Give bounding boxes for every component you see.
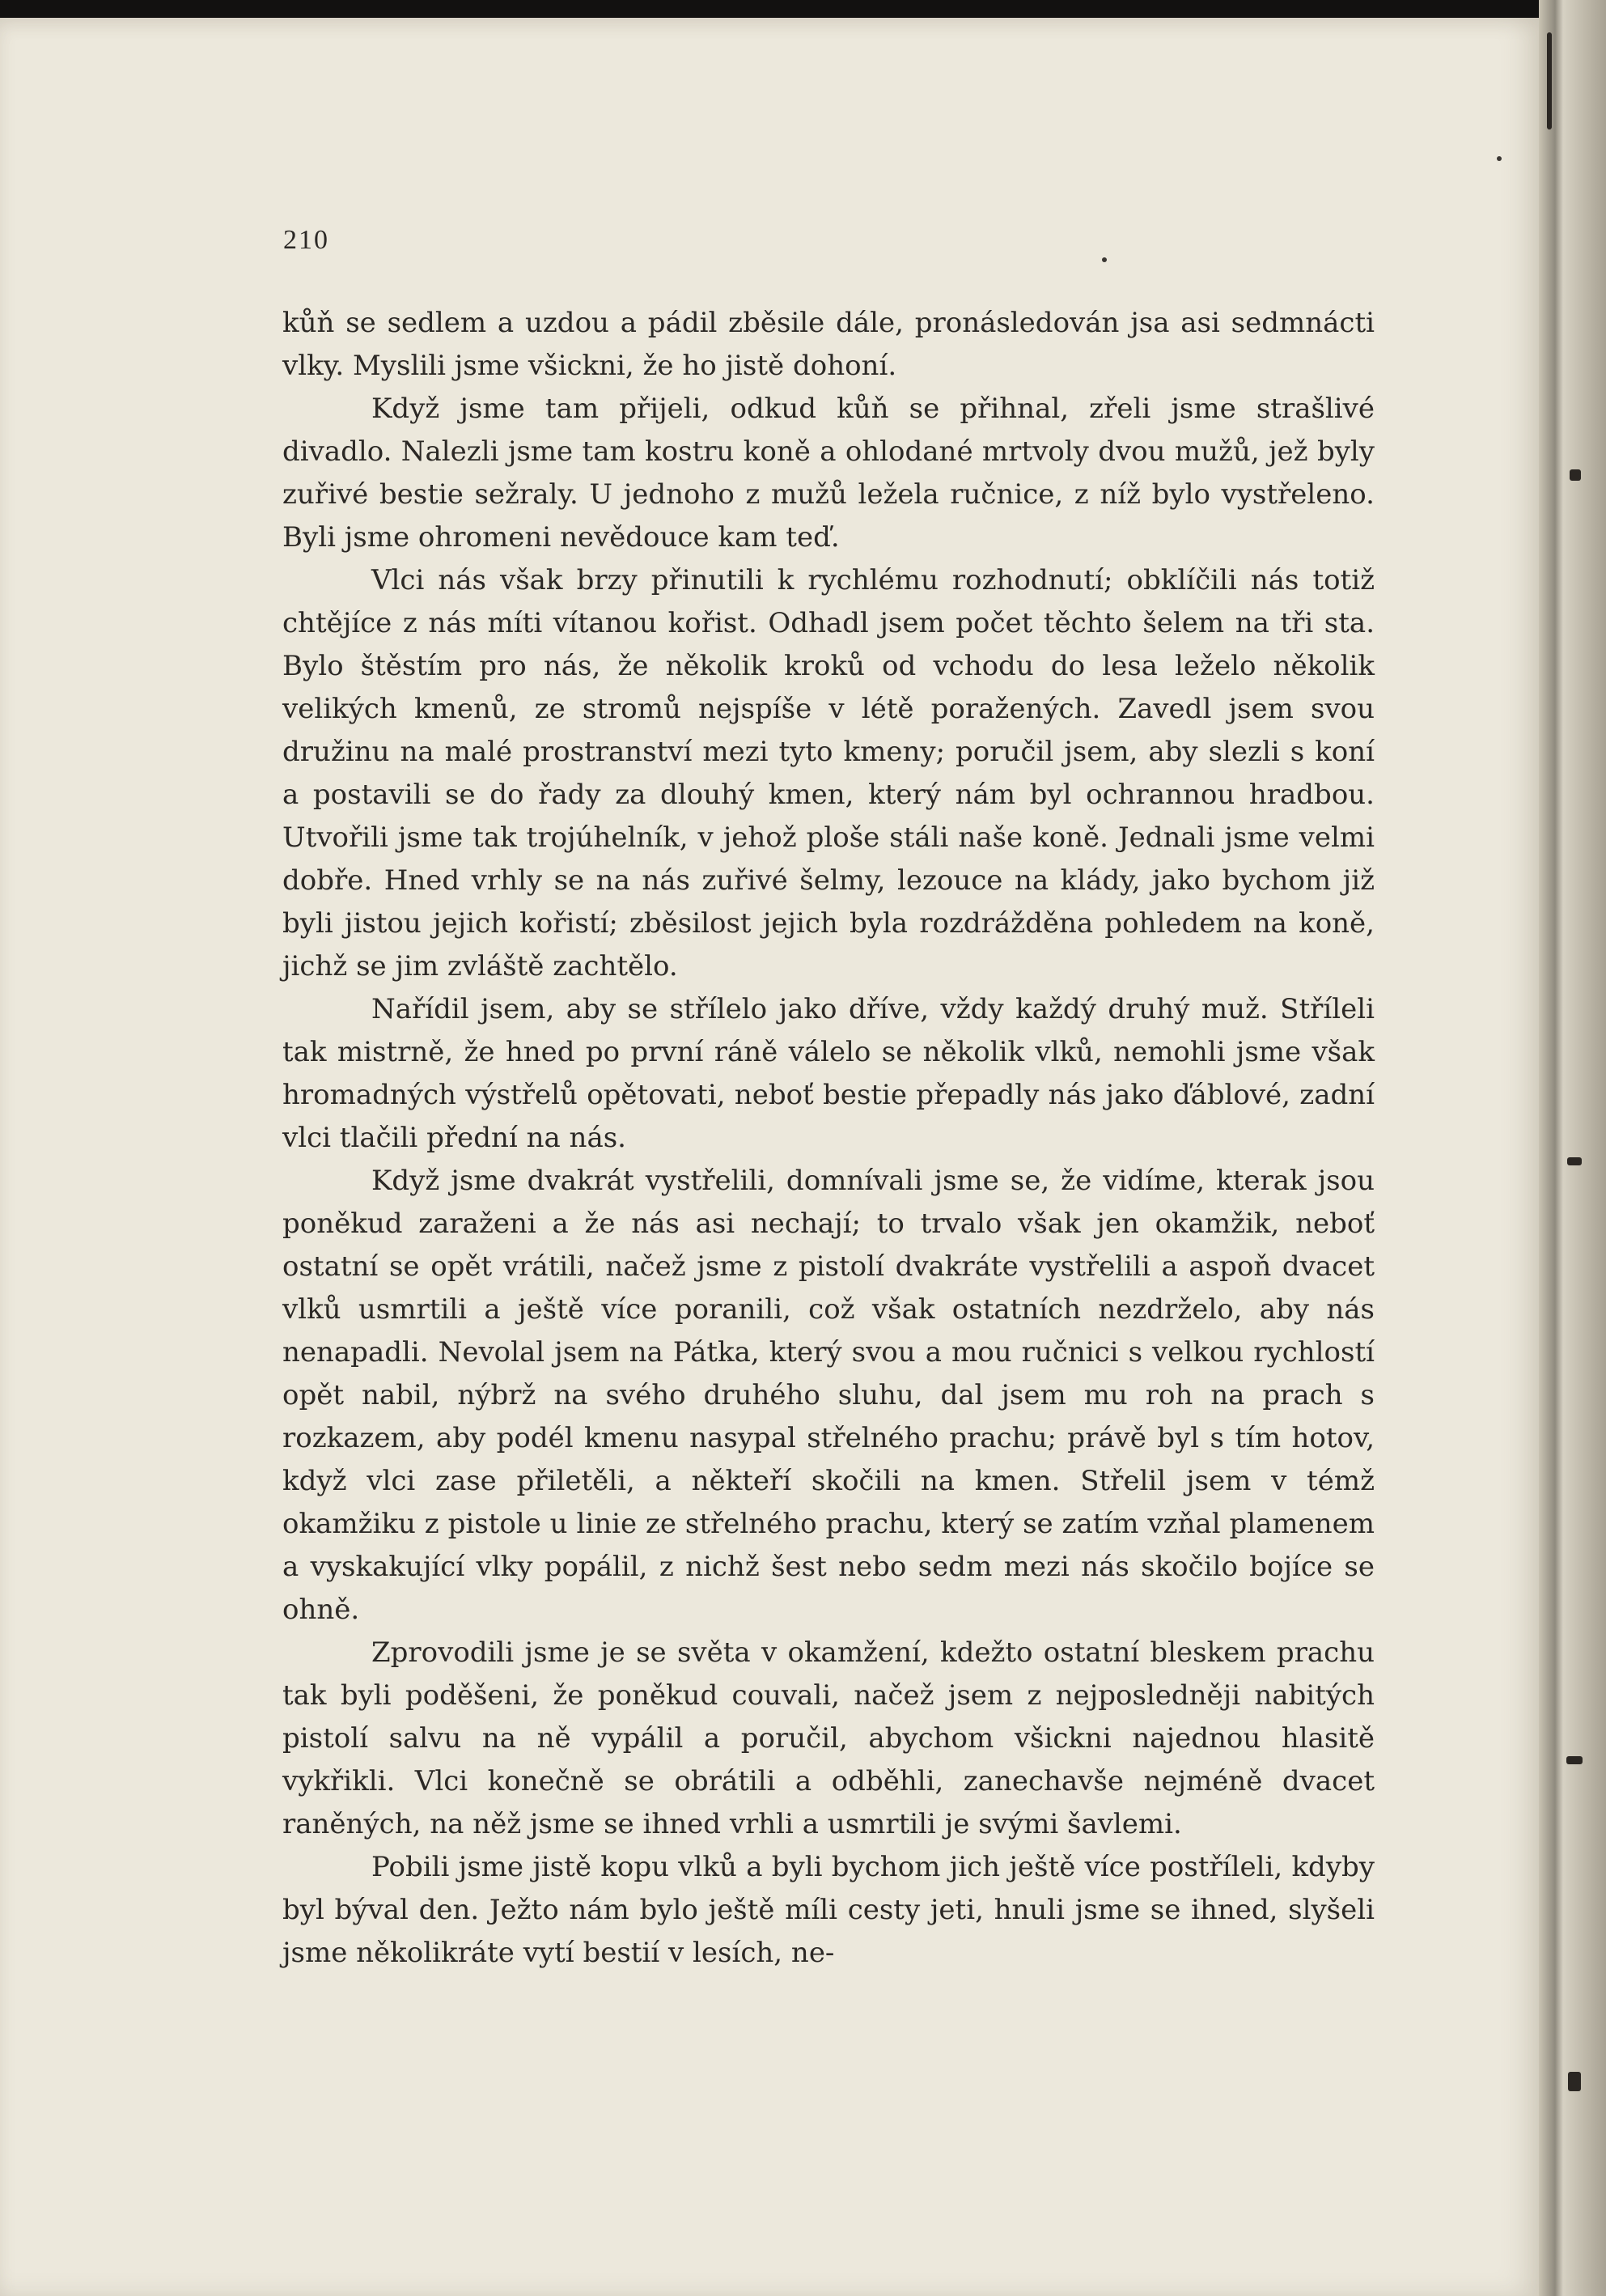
paragraph: Zprovodili jsme je se světa v okamžení, kdežto ostatní bleskem prachu tak byli poděšeni, že poněkud couvali, načež jsem z nejposledněji nabitých pistolí salvu na ně vypálil a poručil, abychom všickni najednou hlasitě vykřikli. Vlci konečně se obrátili a odběhli, zanechavše nejméně dvacet raněných, na něž jsme se ihned vrhli a usmrtili je svými šavlemi. (282, 1636, 1375, 1840)
paragraph: Když jsme tam přijeli, odkud kůň se přihnal, zřeli jsme strašlivé divadlo. Nalezli jsme tam kostru koně a ohlodané mrtvoly dvou mužů, jež byly zuřivé bestie sežraly. U jednoho z mužů ležela ručnice, z níž bylo vystřeleno. Byli jsme ohromeni nevědouce kam teď. (282, 393, 1375, 554)
book-binding-edge (1539, 0, 1606, 2296)
paragraph: Když jsme dvakrát vystřelili, domnívali jsme se, že vidíme, kterak jsou poněkud zaraženi a že nás asi nechají; to trvalo však jen okamžik, neboť ostatní se opět vrátili, načež jsme z pistolí dvakráte vystřelili a aspoň dvacet vlků usmrtili a ještě více poranili, což však ostatních nezdrželo, aby nás nenapadli. Nevolal jsem na Pátka, který svou a mou ručnici s velkou rychlostí opět nabil, nýbrž na svého druhého sluhu, dal jsem mu roh na prach s rozkazem, aby podél kmenu nasypal střelného prachu; právě byl s tím hotov, když vlci zase přiletěli, a někteří skočili na kmen. Střelil jsem v témž okamžiku z pistole u linie ze střelného prachu, který se zatím vzňal plamenem a vyskakující vlky popálil, z nichž šest nebo sedm mezi nás skočilo bojíce se ohně. (282, 1165, 1375, 1626)
paragraph: Nařídil jsem, aby se střílelo jako dříve, vždy každý druhý muž. Stříleli tak mistrně, že hned po první ráně válelo se několik vlků, nemohli jsme však hromadných výstřelů opětovati, neboť bestie přepadly nás jako ďáblové, zadní vlci tlačili přední na nás. (282, 993, 1375, 1154)
binding-mark (1570, 469, 1581, 481)
paragraph: Vlci nás však brzy přinutili k rychlému rozhodnutí; obklíčili nás totiž chtějíce z nás míti vítanou kořist. Odhadl jsem počet těchto šelem na tři sta. Bylo štěstím pro nás, že několik kroků od vchodu do lesa leželo několik velikých kmenů, ze stromů nejspíše v létě poražených. Zavedl jsem svou družinu na malé prostranství mezi tyto kmeny; poručil jsem, aby slezli s koní a postavili se do řady za dlouhý kmen, který nám byl ochrannou hradbou. Utvořili jsme tak trojúhelník, v jehož ploše stáli naše koně. Jednali jsme velmi dobře. Hned vrhly se na nás zuřivé šelmy, lezouce na klády, jako bychom již byli jistou jejich kořistí; zběsilost jejich byla rozdrážděna pohledem na koně, jichž se jim zvláště zachtělo. (282, 564, 1375, 982)
ink-speck (1497, 156, 1502, 161)
binding-mark (1567, 1157, 1582, 1165)
scan-top-edge (0, 0, 1539, 18)
book-page (0, 15, 1539, 2296)
binding-mark (1566, 1756, 1583, 1764)
ink-speck (1102, 257, 1107, 262)
body-text (282, 302, 1375, 1975)
binding-mark (1568, 2072, 1581, 2091)
binding-mark (1547, 32, 1552, 129)
paragraph: kůň se sedlem a uzdou a pádil zběsile dále, pronásledován jsa asi sedmnácti vlky. Myslili jsme všickni, že ho jistě dohoní. (282, 307, 1375, 382)
paragraph: Pobili jsme jistě kopu vlků a byli bychom jich ještě více postříleli, kdyby byl býval den. Ježto nám bylo ještě míli cesty jeti, hnuli jsme se ihned, slyšeli jsme několikráte vytí bestií v lesích, ne- (282, 1851, 1375, 1969)
page-number: 210 (283, 225, 329, 255)
